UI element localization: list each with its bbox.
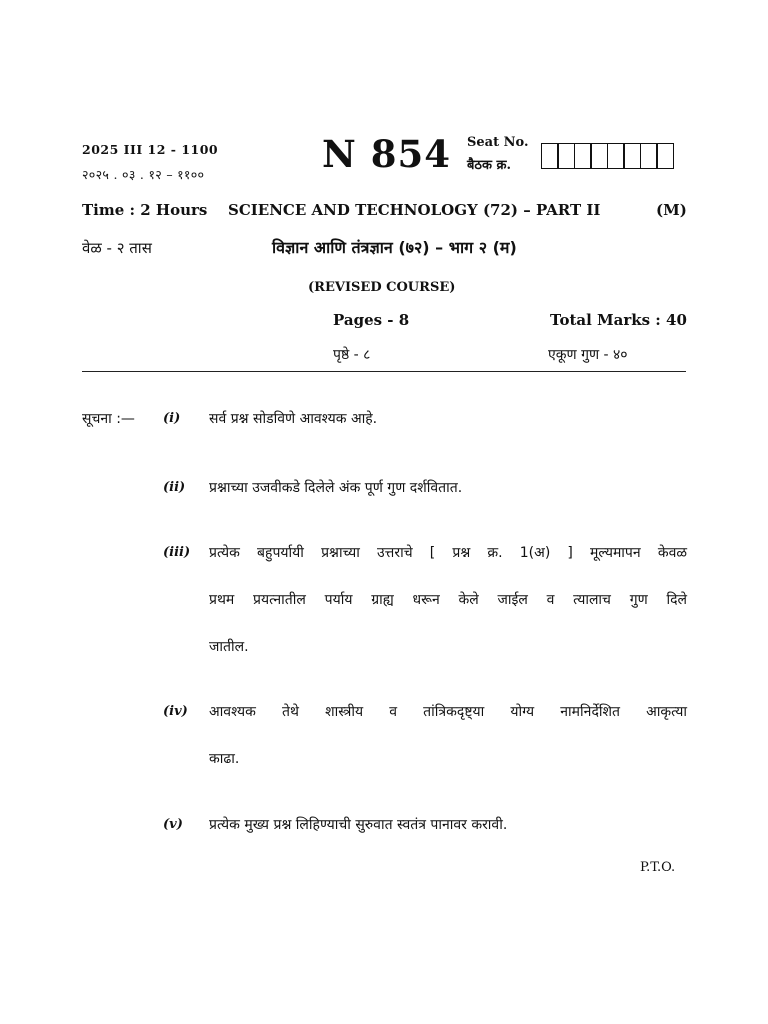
instruction-line: काढा.	[209, 751, 240, 767]
seat-box	[574, 143, 592, 169]
instruction-line: जातील.	[209, 639, 249, 655]
instruction-number: (i)	[163, 411, 181, 426]
seat-box	[623, 143, 641, 169]
instruction-line: प्रत्येक मुख्य प्रश्न लिहिण्याची सुरुवात स्वतंत्र पानावर करावी.	[209, 817, 508, 833]
subject-english: SCIENCE AND TECHNOLOGY (72) – PART II	[228, 201, 601, 219]
instructions-label: सूचना :—	[82, 411, 135, 427]
instruction-number: (iv)	[163, 704, 188, 719]
medium-marker: (M)	[656, 201, 687, 219]
instruction-number: (v)	[163, 817, 183, 832]
pages-english: Pages - 8	[333, 311, 410, 329]
instruction-line: प्रत्येक बहुपर्यायी प्रश्नाच्या उत्तराचे [ प्रश्न क्र. 1(अ) ] मूल्यमापन केवळ	[209, 545, 687, 561]
seat-box	[590, 143, 608, 169]
paper-code: N 854	[322, 132, 451, 176]
seat-box	[640, 143, 658, 169]
instruction-line: प्रश्नाच्या उजवीकडे दिलेले अंक पूर्ण गुण दर्शवितात.	[209, 480, 463, 496]
seat-box	[607, 143, 625, 169]
seat-box	[541, 143, 559, 169]
seat-number-boxes	[542, 143, 674, 169]
total-marks-english: Total Marks : 40	[550, 311, 687, 329]
instruction-number: (iii)	[163, 545, 191, 560]
seat-no-label-marathi: बैठक क्र.	[467, 158, 511, 173]
subject-marathi: विज्ञान आणि तंत्रज्ञान (७२) – भाग २ (म)	[272, 238, 517, 257]
seat-box	[656, 143, 674, 169]
header-divider	[82, 371, 686, 372]
time-english: Time : 2 Hours	[82, 201, 208, 219]
exam-code-english: 2025 III 12 - 1100	[82, 142, 219, 157]
instruction-number: (ii)	[163, 480, 186, 495]
pages-marathi: पृष्ठे - ८	[333, 347, 371, 363]
instruction-line: प्रथम प्रयत्नातील पर्याय ग्राह्य धरून केले जाईल व त्यालाच गुण दिले	[209, 592, 687, 608]
exam-code-marathi: २०२५ . ०३ . १२ – ११००	[82, 167, 205, 182]
please-turn-over: P.T.O.	[640, 860, 676, 875]
seat-no-label-english: Seat No.	[467, 135, 529, 150]
instruction-line: सर्व प्रश्न सोडविणे आवश्यक आहे.	[209, 411, 378, 427]
time-marathi: वेळ - २ तास	[82, 239, 152, 257]
instruction-line: आवश्यक तेथे शास्त्रीय व तांत्रिकदृष्ट्या योग्य नामनिर्देशित आकृत्या	[209, 704, 687, 720]
total-marks-marathi: एकूण गुण - ४०	[548, 347, 628, 363]
seat-box	[557, 143, 575, 169]
course-label: (REVISED COURSE)	[308, 280, 456, 295]
